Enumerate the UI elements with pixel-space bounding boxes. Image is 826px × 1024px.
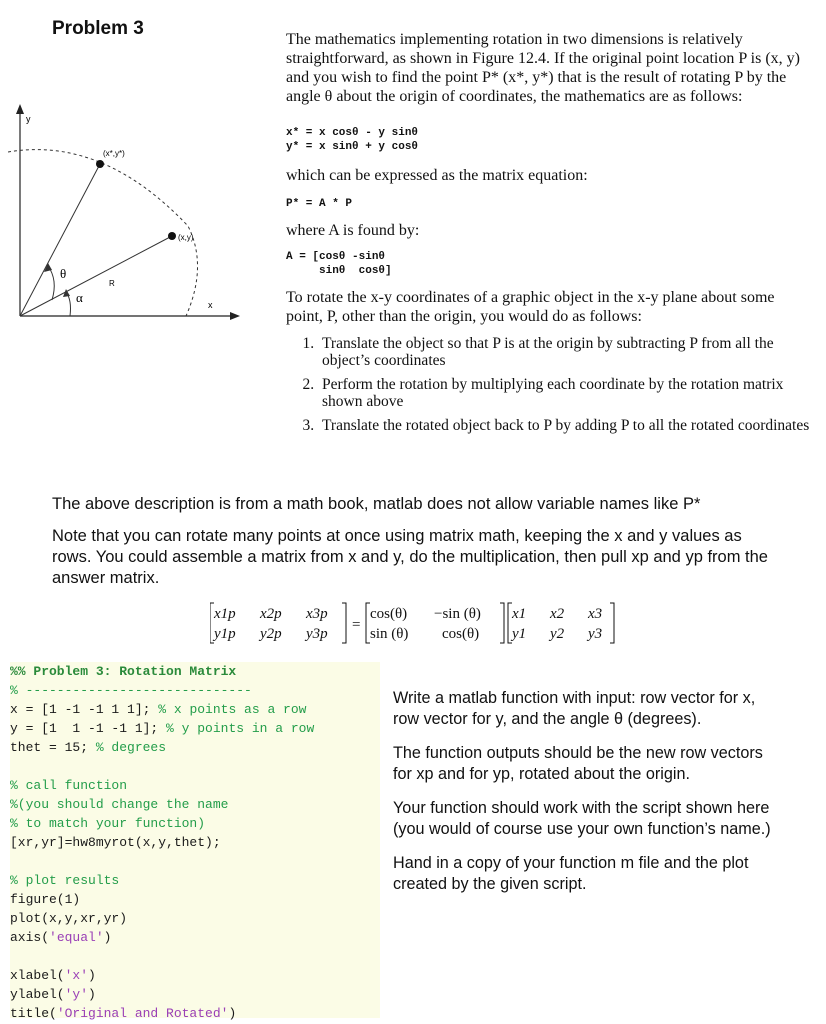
description	[52, 494, 772, 600]
code-string: 'equal'	[49, 930, 104, 945]
code-line	[10, 719, 380, 738]
rot-cell: −sin (θ)	[434, 606, 481, 622]
list-item: 3. Translate the rotated object back to P by adding P to all the rotated coordinates	[318, 417, 814, 434]
rotation-arc	[8, 150, 198, 316]
code-statement: )	[103, 930, 112, 945]
code-statement: title(	[10, 1006, 57, 1021]
original-point	[168, 232, 176, 240]
code-line	[10, 966, 380, 985]
code-statement: axis(	[10, 930, 50, 945]
equation-a-row2: sinθ cosθ]	[286, 265, 392, 277]
code-line: %(you should change the name	[10, 797, 229, 812]
rhs-cell: y3	[588, 626, 603, 642]
rhs-cell: y1	[512, 626, 527, 642]
theta-label: θ	[60, 266, 67, 281]
matrix-equation	[210, 600, 630, 646]
code-line: plot(x,y,xr,yr)	[10, 911, 128, 926]
code-line: % -----------------------------	[10, 683, 252, 698]
code-string: 'y'	[64, 987, 89, 1002]
code-line: figure(1)	[10, 892, 81, 907]
bracket-rot-close	[500, 603, 504, 643]
rhs-cell: x3	[588, 606, 603, 622]
problem-title: Problem 3	[52, 18, 144, 39]
code-string: 'Original and Rotated'	[56, 1006, 229, 1021]
code-statement: x = [1 -1 -1 1 1];	[10, 702, 159, 717]
y-axis-label: y	[26, 114, 31, 124]
rotated-point	[96, 160, 104, 168]
instructions	[393, 688, 783, 908]
rhs-cell: y2	[550, 626, 565, 642]
x-axis-arrow-icon	[230, 312, 240, 320]
equation-x-star: x* = x cosθ - y sinθ	[286, 127, 419, 139]
bracket-left-close	[342, 603, 346, 643]
code-line: % plot results	[10, 873, 120, 888]
code-comment: % y points in a row	[166, 721, 315, 736]
code-statement: )	[88, 968, 96, 983]
code-statement: )	[228, 1006, 237, 1021]
equals-sign: =	[352, 617, 361, 633]
code-line	[10, 738, 380, 757]
lhs-cell: x2p	[260, 606, 282, 622]
book-excerpt	[286, 30, 814, 441]
code-panel	[10, 662, 380, 1021]
code-line	[10, 1004, 380, 1023]
rotate-intro: To rotate the x-y coordinates of a graphic object in the x-y plane about some point, P, other than the origin, you would do as follows:	[286, 289, 775, 325]
rot-cell: cos(θ)	[442, 626, 480, 642]
rotation-figure	[8, 96, 248, 326]
equation-a-row1: A = [cosθ -sinθ	[286, 251, 386, 263]
code-comment: % x points as a row	[158, 702, 307, 717]
lhs-cell: y1p	[214, 626, 236, 642]
code-line: %% Problem 3: Rotation Matrix	[10, 664, 237, 679]
code-blank-line	[10, 947, 380, 966]
code-blank-line	[10, 852, 380, 871]
rot-cell: sin (θ)	[370, 626, 409, 642]
code-line: % call function	[10, 778, 128, 793]
instruction-p1: Write a matlab function with input: row vector for x, row vector for y, and the angle θ (degrees).	[393, 689, 756, 728]
matrix-intro: which can be expressed as the matrix equation:	[286, 167, 588, 184]
radius-line-rotated	[20, 164, 100, 316]
y-axis-arrow-icon	[16, 104, 24, 114]
code-statement: thet = 15;	[10, 740, 96, 755]
rhs-cell: x1	[512, 606, 527, 622]
theta-arc	[48, 266, 54, 300]
original-point-label: (x,y)	[178, 233, 194, 242]
code-line	[10, 700, 380, 719]
description-p2: Note that you can rotate many points at once using matrix math, keeping the x and y values as rows. You could assemble a matrix from x and y, do the multiplication, then pull xp and yp from the answer matrix.	[52, 527, 768, 587]
x-axis-label: x	[208, 300, 213, 310]
where-a: where A is found by:	[286, 222, 420, 239]
rhs-cell: x2	[550, 606, 565, 622]
code-line	[10, 985, 380, 1004]
list-item: 2. Perform the rotation by multiplying each coordinate by the rotation matrix shown above	[318, 376, 814, 410]
lhs-cell: x3p	[306, 606, 328, 622]
radius-line-original	[20, 236, 172, 316]
code-statement: y = [1 1 -1 -1 1];	[10, 721, 167, 736]
lhs-cell: y3p	[306, 626, 328, 642]
code-string: 'x'	[64, 968, 89, 983]
lhs-cell: x1p	[214, 606, 236, 622]
rotated-point-label: (x*,y*)	[103, 149, 125, 158]
code-line	[10, 928, 380, 947]
equation-y-star: y* = x sinθ + y cosθ	[286, 141, 419, 153]
code-line: % to match your function)	[10, 816, 206, 831]
book-intro: The mathematics implementing rotation in two dimensions is relatively straightforward, as shown in Figure 12.4. If the original point location P is (x, y) and you wish to find the point P* (x*, y*) that is the result of rotating P by the angle θ about the origin of coordinates, the mathematics are as follows:	[286, 31, 800, 105]
code-comment: % degrees	[95, 740, 167, 755]
instruction-p3: Your function should work with the script shown here (you would of course use your own function’s name.)	[393, 799, 771, 838]
steps-list	[286, 335, 814, 434]
code-statement: ylabel(	[10, 987, 65, 1002]
radius-label: R	[109, 279, 115, 288]
code-blank-line	[10, 757, 380, 776]
bracket-rhs-close	[610, 603, 614, 643]
list-item: 1. Translate the object so that P is at the origin by subtracting P from all the object’s coordinates	[318, 335, 814, 369]
lhs-cell: y2p	[260, 626, 282, 642]
instruction-p4: Hand in a copy of your function m file and the plot created by the given script.	[393, 854, 749, 893]
equation-p-star: P* = A * P	[286, 198, 353, 210]
code-line: [xr,yr]=hw8myrot(x,y,thet);	[10, 835, 221, 850]
alpha-label: α	[76, 290, 83, 305]
code-statement: xlabel(	[10, 968, 65, 983]
rot-cell: cos(θ)	[370, 606, 408, 622]
code-statement: )	[88, 987, 96, 1002]
description-p1: The above description is from a math book, matlab does not allow variable names like P*	[52, 495, 701, 513]
instruction-p2: The function outputs should be the new row vectors for xp and for yp, rotated about the origin.	[393, 744, 763, 783]
